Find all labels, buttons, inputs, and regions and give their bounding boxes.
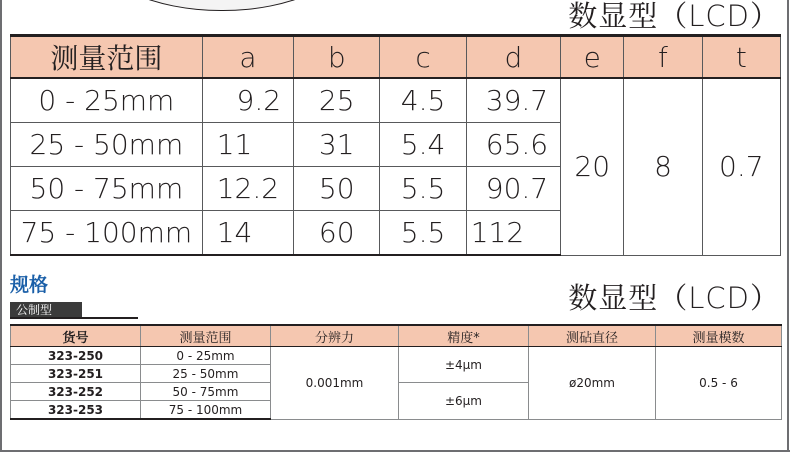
cell-d: 65.6 xyxy=(466,123,560,167)
header-c: c xyxy=(380,36,466,79)
cell-f: 8 xyxy=(624,78,702,255)
header-a: a xyxy=(202,36,293,79)
cell-accuracy-a: ±4μm xyxy=(399,347,529,383)
frame-left-border xyxy=(0,0,2,452)
header-t: t xyxy=(702,36,780,79)
specs-title: 规格 xyxy=(10,274,49,296)
cell-code: 323-253 xyxy=(11,401,141,420)
table-row xyxy=(11,78,781,123)
specs-table xyxy=(10,324,782,420)
header-anvil-diameter: 测砧直径 xyxy=(529,325,656,347)
cell-c: 5.4 xyxy=(380,123,466,167)
cell-range: 75 - 100mm xyxy=(141,401,271,420)
header-f: f xyxy=(624,36,702,79)
header-resolution: 分辨力 xyxy=(271,325,399,347)
cell-a: 9.2 xyxy=(202,78,293,123)
cell-accuracy-b: ±6μm xyxy=(399,383,529,420)
cell-range: 25 - 50mm xyxy=(141,365,271,383)
cell-code: 323-251 xyxy=(11,365,141,383)
dimensions-heading: 数显型（LCD） xyxy=(568,0,780,33)
frame-bottom-border xyxy=(0,450,790,452)
header-accuracy: 精度* xyxy=(399,325,529,347)
cell-range: 50 - 75mm xyxy=(11,167,203,211)
dimensions-header-row xyxy=(11,36,781,79)
cell-d: 90.7 xyxy=(466,167,560,211)
cell-code: 323-250 xyxy=(11,347,141,365)
dial-illustration xyxy=(96,0,348,11)
header-d: d xyxy=(466,36,560,79)
header-range: 测量范围 xyxy=(11,36,203,79)
header-module: 测量模数 xyxy=(656,325,782,347)
cell-range: 75 - 100mm xyxy=(11,211,203,256)
cell-d: 39.7 xyxy=(466,78,560,123)
cell-e: 20 xyxy=(561,78,624,255)
dimensions-table xyxy=(10,34,781,256)
cell-b: 50 xyxy=(294,167,380,211)
cell-range: 0 - 25mm xyxy=(11,78,203,123)
table-row xyxy=(11,347,782,365)
cell-d: 112 xyxy=(466,211,560,256)
frame-right-border xyxy=(787,0,789,452)
specs-header-row xyxy=(11,325,782,347)
cell-c: 5.5 xyxy=(380,211,466,256)
cell-anvil-diameter: ø20mm xyxy=(529,347,656,420)
cell-c: 4.5 xyxy=(380,78,466,123)
cell-range: 0 - 25mm xyxy=(141,347,271,365)
header-b: b xyxy=(294,36,380,79)
header-range: 测量范围 xyxy=(141,325,271,347)
cell-a: 12.2 xyxy=(202,167,293,211)
cell-code: 323-252 xyxy=(11,383,141,401)
tag-underline xyxy=(10,317,138,319)
cell-c: 5.5 xyxy=(380,167,466,211)
cell-module: 0.5 - 6 xyxy=(656,347,782,420)
header-code: 货号 xyxy=(11,325,141,347)
cell-a: 14 xyxy=(202,211,293,256)
header-e: e xyxy=(561,36,624,79)
cell-range: 50 - 75mm xyxy=(141,383,271,401)
specs-heading: 数显型（LCD） xyxy=(568,281,780,315)
metric-type-tag: 公制型 xyxy=(10,302,82,318)
cell-b: 25 xyxy=(294,78,380,123)
cell-range: 25 - 50mm xyxy=(11,123,203,167)
cell-t: 0.7 xyxy=(702,78,780,255)
cell-resolution: 0.001mm xyxy=(271,347,399,420)
cell-b: 31 xyxy=(294,123,380,167)
cell-b: 60 xyxy=(294,211,380,256)
cell-a: 11 xyxy=(202,123,293,167)
